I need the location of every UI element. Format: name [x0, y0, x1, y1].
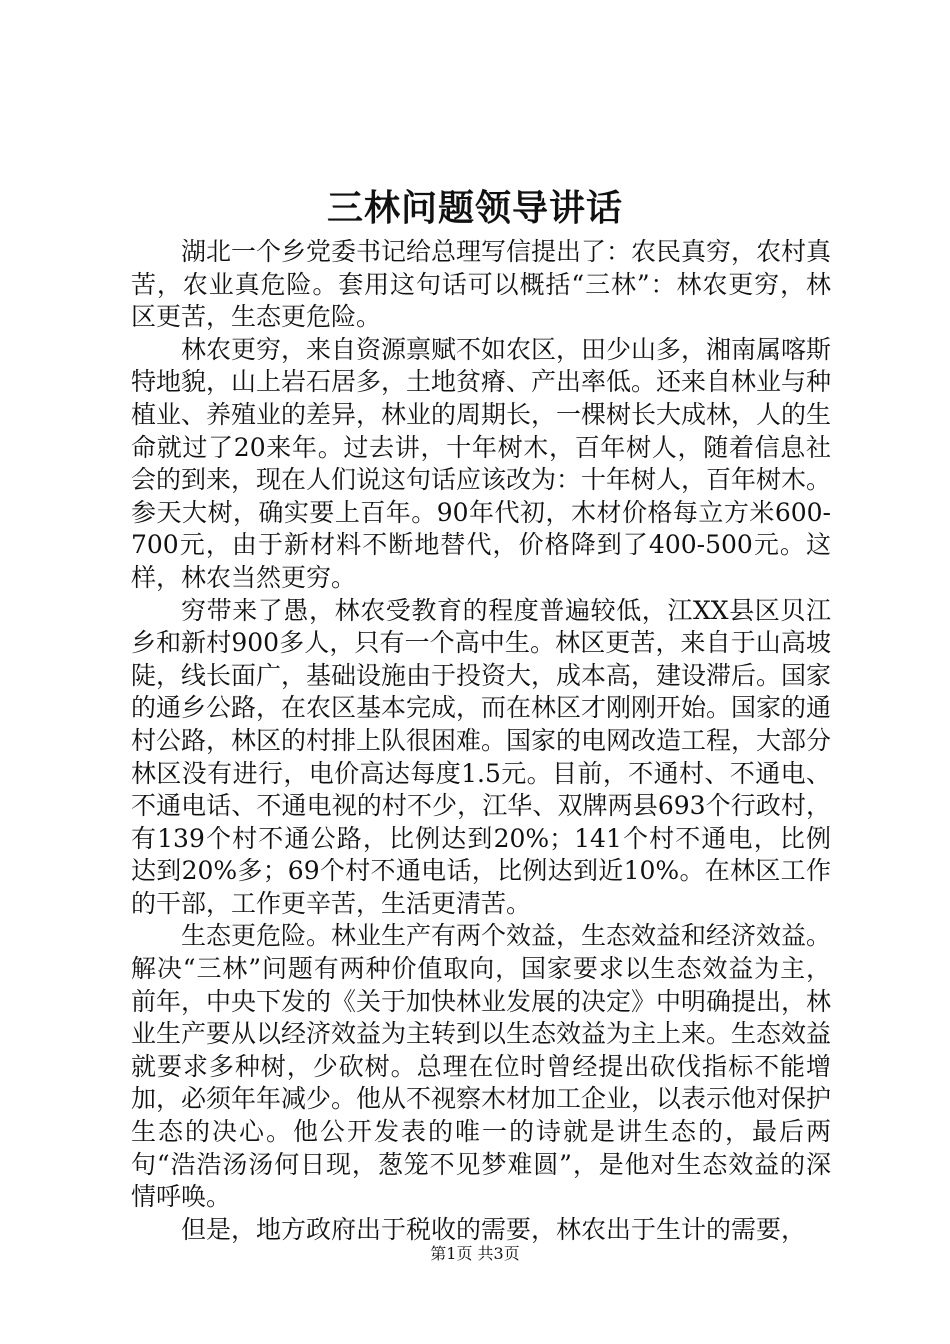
paragraph-4: 生态更危险。林业生产有两个效益，生态效益和经济效益。解决“三林”问题有两种价值取向，国家要求以生态效益为主，前年，中央下发的《关于加快林业发展的决定》中明确提出，林业生产要从以经济效益为主转到以生态效益为主上来。生态效益就要求多种树，少砍树。总理在位时曾经提出砍伐指标不能增加，必须年年减少。他从不视察木材加工企业，以表示他对保护生态的决心。他公开发表的唯一的诗就是讲生态的，最后两句“浩浩汤汤何日现，葱笼不见梦难圆”，是他对生态效益的深情呼唤。 — [131, 921, 832, 1212]
document-body — [131, 236, 831, 1246]
document-title: 三林问题领导讲话 — [326, 187, 623, 229]
page-footer: 第1页 共3页 — [430, 1244, 520, 1263]
paragraph-3: 穷带来了愚，林农受教育的程度普遍较低，江XX县区贝江乡和新村900多人，只有一个高中生。林区更苦，来自于山高坡陡，线长面广，基础设施由于投资大，成本高，建设滞后。国家的通乡公路，在农区基本完成，而在林区才刚刚开始。国家的通村公路，林区的村排上队很困难。国家的电网改造工程，大部分林区没有进行，电价高达每度1.5元。目前，不通村、不通电、不通电话、不通电视的村不少，江华、双牌两县693个行政村，有139个村不通公路，比例达到20%；141个村不通电，比例达到20%多；69个村不通电话，比例达到近10%。在林区工作的干部，工作更辛苦，生活更清苦。 — [131, 595, 832, 918]
paragraph-2: 林农更穷，来自资源禀赋不如农区，田少山多，湘南属喀斯特地貌，山上岩石居多，土地贫瘠、产出率低。还来自林业与种植业、养殖业的差异，林业的周期长，一棵树长大成林，人的生命就过了20来年。过去讲，十年树木，百年树人，随着信息社会的到来，现在人们说这句话应该改为：十年树人，百年树木。参天大树，确实要上百年。90年代初，木材价格每立方米600-700元，由于新材料不断地替代，价格降到了400-500元。这样，林农当然更穷。 — [131, 334, 832, 592]
paragraph-1: 湖北一个乡党委书记给总理写信提出了：农民真穷，农村真苦，农业真危险。套用这句话可以概括“三林”：林农更穷，林区更苦，生态更危险。 — [131, 237, 832, 332]
paragraph-5: 但是，地方政府出于税收的需要，林农出于生计的需要， — [181, 1214, 807, 1244]
